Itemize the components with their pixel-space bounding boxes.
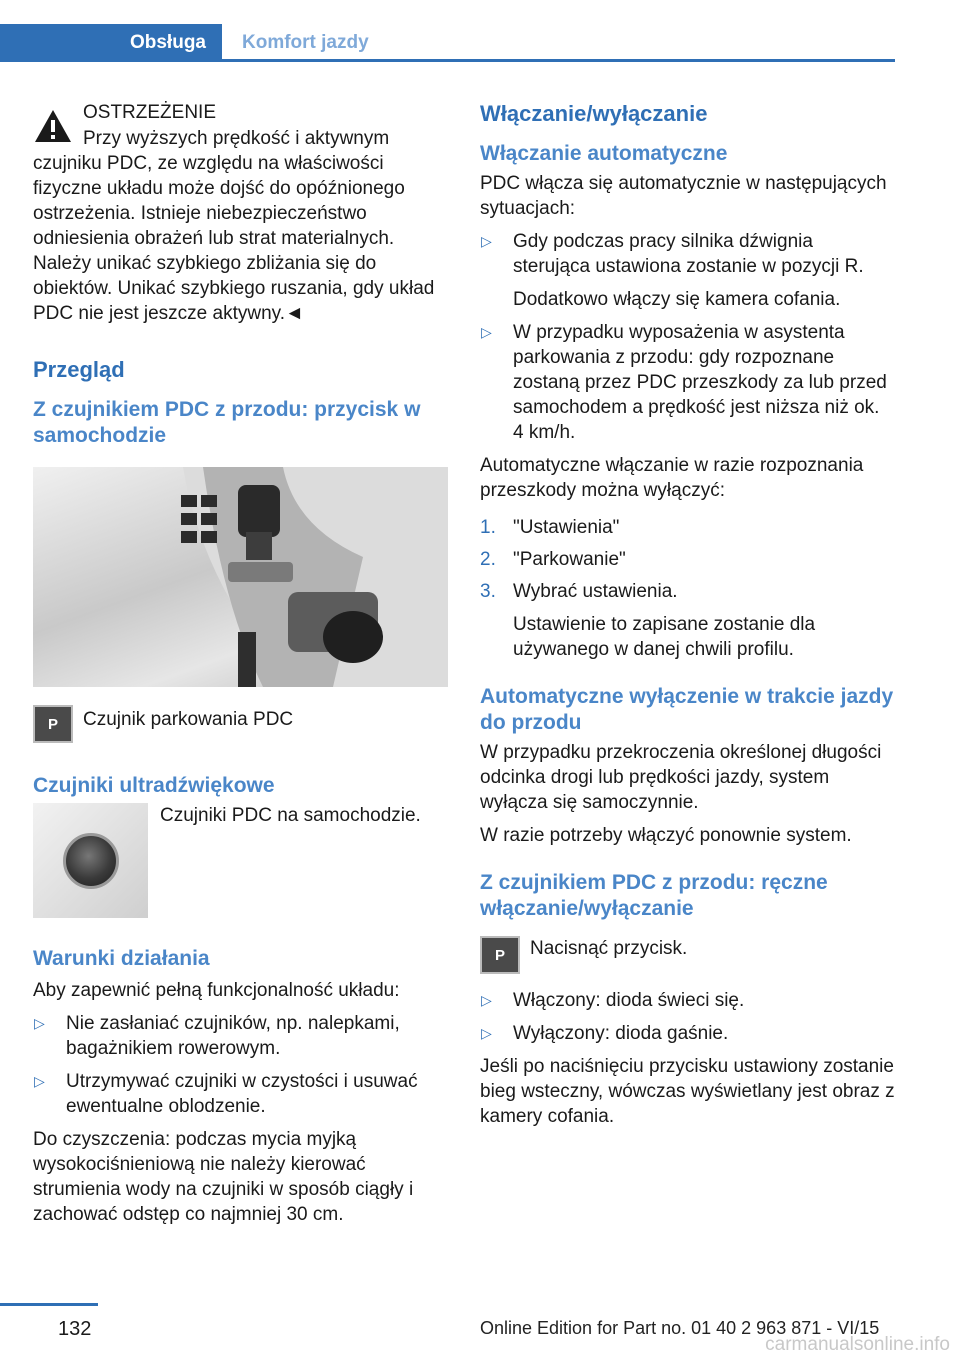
pdc-button-icon: P	[480, 936, 520, 974]
list-item: ▷ Wyłączony: dioda gaśnie.	[481, 1023, 729, 1044]
triangle-bullet-icon: ▷	[481, 324, 492, 340]
warning-triangle-icon	[33, 108, 73, 144]
sensor-row	[33, 803, 448, 918]
auto-off-drive-text2: W razie potrzeby włączyć ponownie system.	[480, 825, 852, 846]
heading-on-off: Włączanie/wyłączanie	[480, 101, 708, 126]
settings-steps	[480, 515, 895, 662]
caption-pdc: Czujnik parkowania PDC	[83, 709, 294, 730]
header-rule	[0, 59, 895, 62]
list-item: 2. "Parkowanie"	[480, 549, 626, 570]
triangle-bullet-icon: ▷	[34, 1073, 45, 1089]
footer-rule	[0, 1303, 98, 1306]
console-photo	[33, 467, 448, 687]
left-column	[33, 100, 448, 1227]
list-note: Ustawienie to zapisane zostanie dla używanego w danej chwili profilu.	[513, 614, 816, 660]
chapter-header	[0, 24, 895, 62]
right-column	[480, 100, 895, 1129]
watermark: carmanualsonline.info	[765, 1334, 950, 1355]
heading-overview: Przegląd	[33, 357, 125, 382]
heading-ultrasonic: Czujniki ultradźwiękowe	[33, 774, 275, 797]
pdc-caption-row	[33, 705, 448, 743]
warning-text: Przy wyższych prędkość i aktywnym czujniku PDC, ze względu na właściwości fizyczne układu może dojść do opóźnionego ostrzeżenia. Istnieje niebezpieczeństwo odniesienia obrażeń lub strat materialnych. Należy unikać szybkiego zbliżania się do obiektów. Unikać szybkiego ruszania, gdy układ PDC nie jest jeszcze aktywny.◄	[33, 128, 435, 324]
manual-press: Nacisnąć przycisk.	[530, 938, 688, 959]
sensor-photo	[33, 803, 148, 918]
auto-off-text: Automatyczne włączanie w razie rozpoznania przeszkody można wyłączyć:	[480, 455, 864, 501]
list-item: ▷ Utrzymywać czujniki w czystości i usuwać ewentualne oblodzenie.	[34, 1071, 418, 1117]
triangle-bullet-icon: ▷	[34, 1015, 45, 1031]
heading-manual-on-off: Z czujnikiem PDC z przodu: ręczne włączanie/wyłączanie	[480, 871, 828, 920]
triangle-bullet-icon: ▷	[481, 233, 492, 249]
list-item: ▷ W przypadku wyposażenia w asystenta parkowania z przodu: gdy rozpoznane zostaną przez PDC przeszkody za lub przed samochodem a prędkość jest niższa niż ok. 4 km/h.	[481, 322, 887, 443]
conditions-list	[33, 1011, 448, 1119]
triangle-bullet-icon: ▷	[481, 992, 492, 1008]
triangle-bullet-icon: ▷	[481, 1025, 492, 1041]
tab-obsluga[interactable]: Obsługa	[0, 24, 222, 62]
list-note: Dodatkowo włączy się kamera cofania.	[513, 289, 841, 310]
heading-conditions: Warunki działania	[33, 947, 210, 970]
manual-final: Jeśli po naciśnięciu przycisku ustawiony zostanie bieg wsteczny, wówczas wyświetlany jest obraz z kamery cofania.	[480, 1056, 895, 1127]
edition-text: Online Edition for Part no. 01 40 2 963 871 - VI/15	[480, 1318, 880, 1338]
auto-on-intro: PDC włącza się automatycznie w następujących sytuacjach:	[480, 173, 887, 219]
manual-list	[480, 988, 895, 1046]
list-item: 3. Wybrać ustawienia. Ustawienie to zapisane zostanie dla używanego w danej chwili profilu.	[480, 579, 895, 662]
list-item: ▷ Gdy podczas pracy silnika dźwignia sterująca ustawiona zostanie w pozycji R. Dodatkowo włączy się kamera cofania.	[480, 229, 895, 312]
heading-auto-off-drive: Automatyczne wyłączenie w trakcie jazdy do przodu	[480, 685, 894, 734]
pdc-button-icon: P	[33, 705, 73, 743]
auto-off-drive-text: W przypadku przekroczenia określonej długości odcinka drogi lub prędkości jazdy, system wyłącza się samoczynnie.	[480, 742, 882, 813]
manual-press-row	[480, 936, 895, 974]
page-number: 132	[58, 1318, 92, 1340]
console-illustration	[33, 467, 448, 687]
conditions-intro: Aby zapewnić pełną funkcjonalność układu:	[33, 980, 400, 1001]
tab-komfort-jazdy[interactable]: Komfort jazdy	[242, 32, 369, 53]
warning-block	[33, 100, 448, 125]
ultrasonic-text: Czujniki PDC na samochodzie.	[160, 805, 421, 826]
auto-on-list	[480, 229, 895, 445]
list-item: 1. "Ustawienia"	[480, 517, 620, 538]
warning-title: OSTRZEŻENIE	[83, 102, 217, 123]
cleaning-text: Do czyszczenia: podczas mycia myjką wysokociśnieniową nie należy kierować strumienia wody na czujniki w sposób ciągły i zachować odstęp co najmniej 30 cm.	[33, 1129, 414, 1225]
list-item: ▷ Włączony: dioda świeci się.	[481, 990, 745, 1011]
heading-front-sensor-button: Z czujnikiem PDC z przodu: przycisk w samochodzie	[33, 398, 421, 447]
heading-auto-on: Włączanie automatyczne	[480, 142, 728, 165]
list-item: ▷ Nie zasłaniać czujników, np. nalepkami, bagażnikiem rowerowym.	[34, 1013, 400, 1059]
ultrasonic-sensor-icon	[63, 833, 119, 889]
